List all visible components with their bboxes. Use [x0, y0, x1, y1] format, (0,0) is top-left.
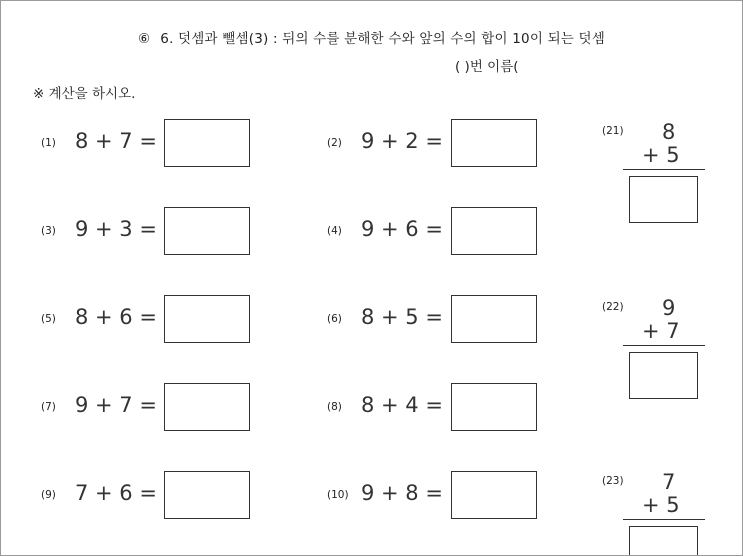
vertical-top-operand: 7: [662, 470, 676, 494]
answer-box[interactable]: [164, 295, 250, 343]
problem-number: (6): [327, 313, 342, 325]
vertical-sum-line: [623, 519, 705, 520]
problem-expression: 7 + 6 =: [75, 481, 157, 505]
vertical-bottom-operand: + 5: [642, 143, 680, 167]
vertical-top-operand: 9: [662, 296, 676, 320]
answer-box[interactable]: [451, 471, 537, 519]
vertical-bottom-operand: + 5: [642, 493, 680, 517]
vertical-problem-number: (21): [602, 125, 624, 137]
problem-expression: 9 + 7 =: [75, 393, 157, 417]
problem-number: (8): [327, 401, 342, 413]
problem-expression: 8 + 6 =: [75, 305, 157, 329]
answer-box[interactable]: [451, 207, 537, 255]
answer-box[interactable]: [451, 383, 537, 431]
title-text: 6. 덧셈과 뺄셈(3) : 뒤의 수를 분해한 수와 앞의 수의 합이 10이 되는 덧셈: [160, 31, 606, 47]
answer-box[interactable]: [164, 383, 250, 431]
instruction-text: ※ 계산을 하시오.: [33, 86, 136, 102]
vertical-problem-number: (23): [602, 475, 624, 487]
problem-expression: 8 + 4 =: [361, 393, 443, 417]
problem-expression: 9 + 8 =: [361, 481, 443, 505]
problem-expression: 8 + 5 =: [361, 305, 443, 329]
problem-expression: 9 + 6 =: [361, 217, 443, 241]
answer-box[interactable]: [451, 119, 537, 167]
problem-number: (5): [41, 313, 56, 325]
vertical-answer-box[interactable]: [629, 352, 698, 399]
answer-box[interactable]: [164, 119, 250, 167]
vertical-sum-line: [623, 169, 705, 170]
problem-expression: 9 + 3 =: [75, 217, 157, 241]
problem-number: (9): [41, 489, 56, 501]
vertical-bottom-operand: + 7: [642, 319, 680, 343]
problem-number: (7): [41, 401, 56, 413]
vertical-top-operand: 8: [662, 120, 676, 144]
problem-number: (2): [327, 137, 342, 149]
problem-number: (1): [41, 137, 56, 149]
problem-expression: 8 + 7 =: [75, 129, 157, 153]
vertical-problem-number: (22): [602, 301, 624, 313]
vertical-sum-line: [623, 345, 705, 346]
problem-number: (4): [327, 225, 342, 237]
problem-number: (10): [327, 489, 349, 501]
problem-number: (3): [41, 225, 56, 237]
title-circle-number: ⑥: [137, 31, 151, 47]
problem-expression: 9 + 2 =: [361, 129, 443, 153]
worksheet-title: [1, 27, 742, 47]
answer-box[interactable]: [164, 471, 250, 519]
answer-box[interactable]: [451, 295, 537, 343]
name-field: ( )번 이름(: [455, 59, 519, 75]
answer-box[interactable]: [164, 207, 250, 255]
vertical-answer-box[interactable]: [629, 526, 698, 556]
vertical-answer-box[interactable]: [629, 176, 698, 223]
